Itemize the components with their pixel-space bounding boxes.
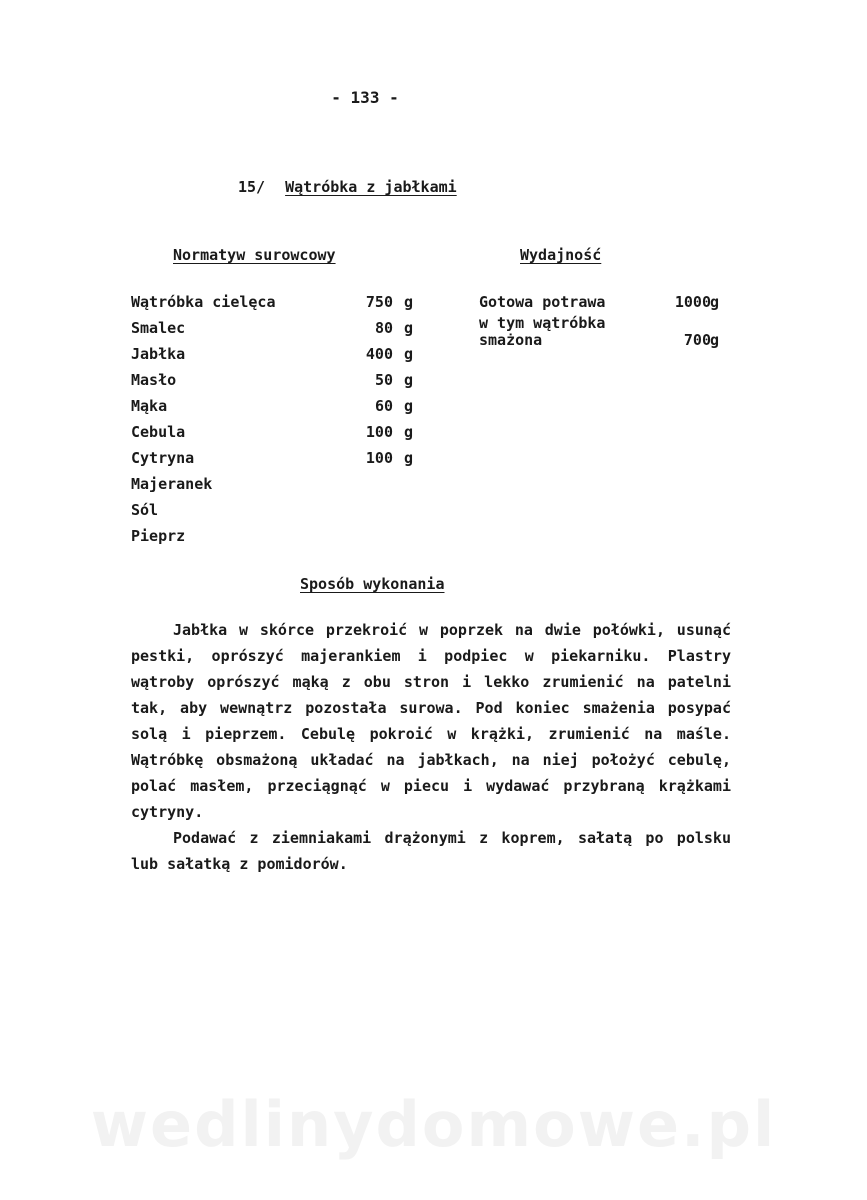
- method-paragraph: Podawać z ziemniakami drążonymi z koprem, sałatą po polsku lub sałatką z pomidorów.: [131, 829, 731, 873]
- ingredient-row: [131, 393, 431, 419]
- page-number: - 133 -: [331, 88, 399, 107]
- yield-unit: g: [710, 331, 720, 349]
- ingredient-qty: 80: [374, 319, 393, 337]
- ingredient-row: [131, 471, 431, 497]
- ingredient-row: [131, 289, 431, 315]
- watermark: wedlinydomowe.pl: [90, 1088, 777, 1161]
- yield-qty: 1000: [674, 293, 711, 311]
- recipe-number: 15/: [238, 178, 266, 196]
- ingredient-name: Mąka: [131, 397, 168, 415]
- ingredient-unit: g: [404, 345, 414, 363]
- method-paragraph: Jabłka w skórce przekroić w poprzek na dwie połówki, usunąć pestki, oprószyć majerankiem i podpiec w piekarniku. Plastry wątroby oprószyć mąką z obu stron i lekko zrumienić na patelni tak, aby wewnątrz pozostała surowa. Pod koniec smażenia posypać solą i pieprzem. Cebulę pokroić w krążki, zrumienić na maśle. Wątróbkę obsmażoną układać na jabłkach, na niej położyć cebulę, polać masłem, przeciągnąć w piecu i wydawać przybraną krążkami cytryny.: [131, 621, 731, 821]
- ingredient-unit: g: [404, 371, 414, 389]
- ingredient-name: Cebula: [131, 423, 186, 441]
- ingredient-name: Masło: [131, 371, 177, 389]
- method-heading: Sposób wykonania: [300, 575, 445, 593]
- ingredient-row: [131, 445, 431, 471]
- yield-qty: 700: [683, 331, 711, 349]
- ingredient-row: [131, 523, 431, 549]
- ingredient-row: [131, 367, 431, 393]
- ingredients-list: [131, 289, 431, 549]
- yield-name-line1: w tym wątróbka: [479, 314, 606, 332]
- ingredient-qty: 50: [374, 371, 393, 389]
- yield-row: [479, 315, 739, 351]
- recipe-title: [238, 178, 457, 196]
- ingredient-name: Majeranek: [131, 475, 213, 493]
- ingredient-qty: 400: [365, 345, 393, 363]
- ingredient-unit: g: [404, 423, 414, 441]
- ingredient-name: Wątróbka cielęca: [131, 293, 276, 311]
- ingredient-name: Pieprz: [131, 527, 186, 545]
- ingredient-name: Smalec: [131, 319, 186, 337]
- ingredient-name: Cytryna: [131, 449, 195, 467]
- yield-list: [479, 289, 739, 351]
- recipe-name: Wątróbka z jabłkami: [285, 178, 457, 196]
- ingredient-unit: g: [404, 319, 414, 337]
- yield-name: Gotowa potrawa: [479, 293, 606, 311]
- ingredient-unit: g: [404, 293, 414, 311]
- ingredient-name: Jabłka: [131, 345, 186, 363]
- ingredients-heading: Normatyw surowcowy: [173, 246, 336, 264]
- ingredient-qty: 100: [365, 423, 393, 441]
- yield-name: [479, 315, 605, 349]
- ingredient-qty: 100: [365, 449, 393, 467]
- ingredient-row: [131, 341, 431, 367]
- ingredient-row: [131, 497, 431, 523]
- yield-unit: g: [710, 293, 720, 311]
- yield-heading: Wydajność: [520, 246, 602, 264]
- method-text: [131, 617, 731, 877]
- ingredient-unit: g: [404, 397, 414, 415]
- ingredient-name: Sól: [131, 501, 159, 519]
- ingredient-row: [131, 315, 431, 341]
- ingredient-row: [131, 419, 431, 445]
- ingredient-qty: 60: [374, 397, 393, 415]
- ingredient-unit: g: [404, 449, 414, 467]
- yield-row: [479, 289, 739, 315]
- yield-name-line2: smażona: [479, 331, 543, 349]
- ingredient-qty: 750: [365, 293, 393, 311]
